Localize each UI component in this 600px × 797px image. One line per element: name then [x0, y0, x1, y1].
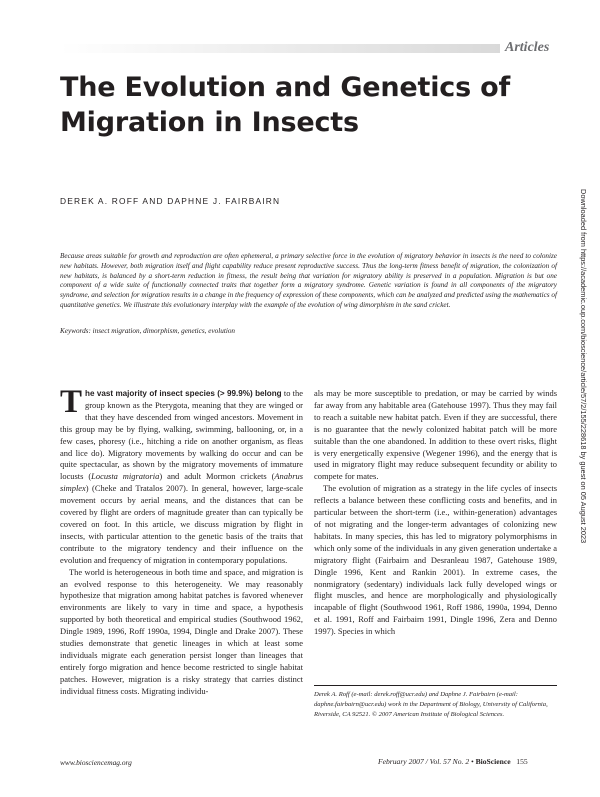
keywords: Keywords: insect migration, dimorphism, genetics, evolution [60, 327, 236, 335]
footer-journal: BioScience [475, 757, 511, 766]
paragraph [60, 384, 303, 567]
species-name: Locusta migratoria [91, 471, 160, 482]
paragraph: The evolution of migration as a strategy in the life cycles of insects reflects a balance between these conflicting costs and benefits, and in particular between the short-term (i.e., within-generation) advantages of not migrating and the longer-term advantages of colonizing new habitats. In many species, this has led to migratory polymorphisms in which only some of the individuals in any given generation undertake a migratory flight (Fairbairn and Desranleau 1987, Gatehouse 1989, Dingle 1996, Kent and Rankin 2001). In extreme cases, the nonmigratory (sedentary) individuals lack fully developed wings or flight muscles, and hence are morphologically and physiologically incapable of flight (Southwood 1961, Roff 1986, 1990a, 1994, Denno et al. 1991, Roff and Fairbairn 1991, Dingle 1996, Zera and Denno 1997). Species in which [314, 483, 557, 637]
article-title: The Evolution and Genetics of Migration in Insects [60, 72, 511, 138]
footer-issue: February 2007 / Vol. 57 No. 2 • [378, 757, 476, 766]
author-line: DEREK A. ROFF AND DAPHNE J. FAIRBAIRN [60, 196, 281, 206]
drop-cap: T [60, 384, 83, 420]
download-watermark: Downloaded from https://academic.oup.com/bioscience/article/57/2/155/228618 by guest on 05 August 2023 [579, 189, 588, 544]
body-column-right [314, 388, 557, 638]
lead-in: he vast majority of insect species (> 99.9%) belong [85, 389, 282, 398]
note-divider [314, 685, 557, 686]
species-name: Anabrus simplex [60, 471, 303, 494]
section-label: Articles [505, 40, 550, 55]
footer-citation [378, 757, 528, 766]
page-number: 155 [516, 757, 528, 766]
abstract: Because areas suitable for growth and reproduction are often ephemeral, a primary selective force in the evolution of migratory behavior in insects is the need to colonize new habitats. However, both migration itself and flight capability reduce present reproductive success. Thus the long-term fitness benefit of migration, the colonization of new habitats, is balanced by a short-term reduction in fitness, the result being that variation for migratory ability is preserved in a population. Migration is but one component of a wide suite of functionally connected traits that together form a migratory syndrome. Genetic variation is found in all components of the migratory syndrome, and selection for migration results in a change in the frequency of expression of these components, which can be analyzed and predicted using the mathematics of quantitative genetics. We illustrate this evolutionary interplay with the example of the evolution of wing dimorphism in the sand cricket. [60, 252, 557, 309]
paragraph-text: ) and adult Mormon crickets ( [159, 471, 275, 482]
author-affiliation-note: Derek A. Roff (e-mail: derek.roff@ucr.edu) and Daphne J. Fairbairn (e-mail: daphne.fairbairn@ucr.edu) work in the Department of Biology, University of California, Riverside, CA 92521. © 2007 American Institute of Biological Sciences. [314, 691, 548, 718]
header-rule [60, 44, 500, 53]
body-column-left [60, 384, 303, 698]
paragraph: als may be more susceptible to predation, or may be carried by winds far away from any habitable area (Gatehouse 1997). Thus they may fail to reach a suitable new habitat patch. Even if they are successful, there is no guarantee that the newly colonized habitat patch will be more suitable than the one abandoned. In addition to these overt risks, flight is very energetically expensive (Wegener 1996), and the energy that is used in migratory flight may reduce subsequent fecundity or ability to compete for mates. [314, 388, 557, 482]
paragraph: The world is heterogeneous in both time and space, and migration is an evolved response to this heterogeneity. We may reasonably hypothesize that migration among habitat patches is favored whenever environments are likely to vary in time and space, a hypothesis supported by both theoretical and empirical studies (Southwood 1962, Dingle 1989, 1996, Roff 1990a, 1994, Dingle and Drake 2007). These studies demonstrate that genetic lineages in which at least some individuals migrate each generation persist longer than lineages that entirely forgo migration and hence become restricted to single habitat patches. However, migration is a risky strategy that carries distinct individual fitness costs. Migrating individu- [60, 566, 303, 696]
footer-website[interactable]: www.biosciencemag.org [60, 758, 132, 767]
paragraph-text: ) (Cheke and Tratalos 2007). In general, however, large-scale movement occurs by aerial means, and the distances that can be covered by flight are orders of magnitude greater than can typically be covered on foot. In this article, we discuss migration by flight in insects, with particular attention to the genetic basis of the traits that contribute to the migratory tendency and their influence on the evolution and frequency of migration in contemporary populations. [60, 483, 303, 565]
paragraph-text: to the group known as the Pterygota, meaning that they are winged or that they have descended from winged ancestors. Movement in this group may be by flying, walking, swimming, ballooning, or, in a few cases, phoresy (i.e., hitching a ride on another organism, as fleas and lice do). Migratory movements by walking do occur and can be quite spectacular, as shown by the migratory movements of immature locusts ( [60, 388, 303, 482]
